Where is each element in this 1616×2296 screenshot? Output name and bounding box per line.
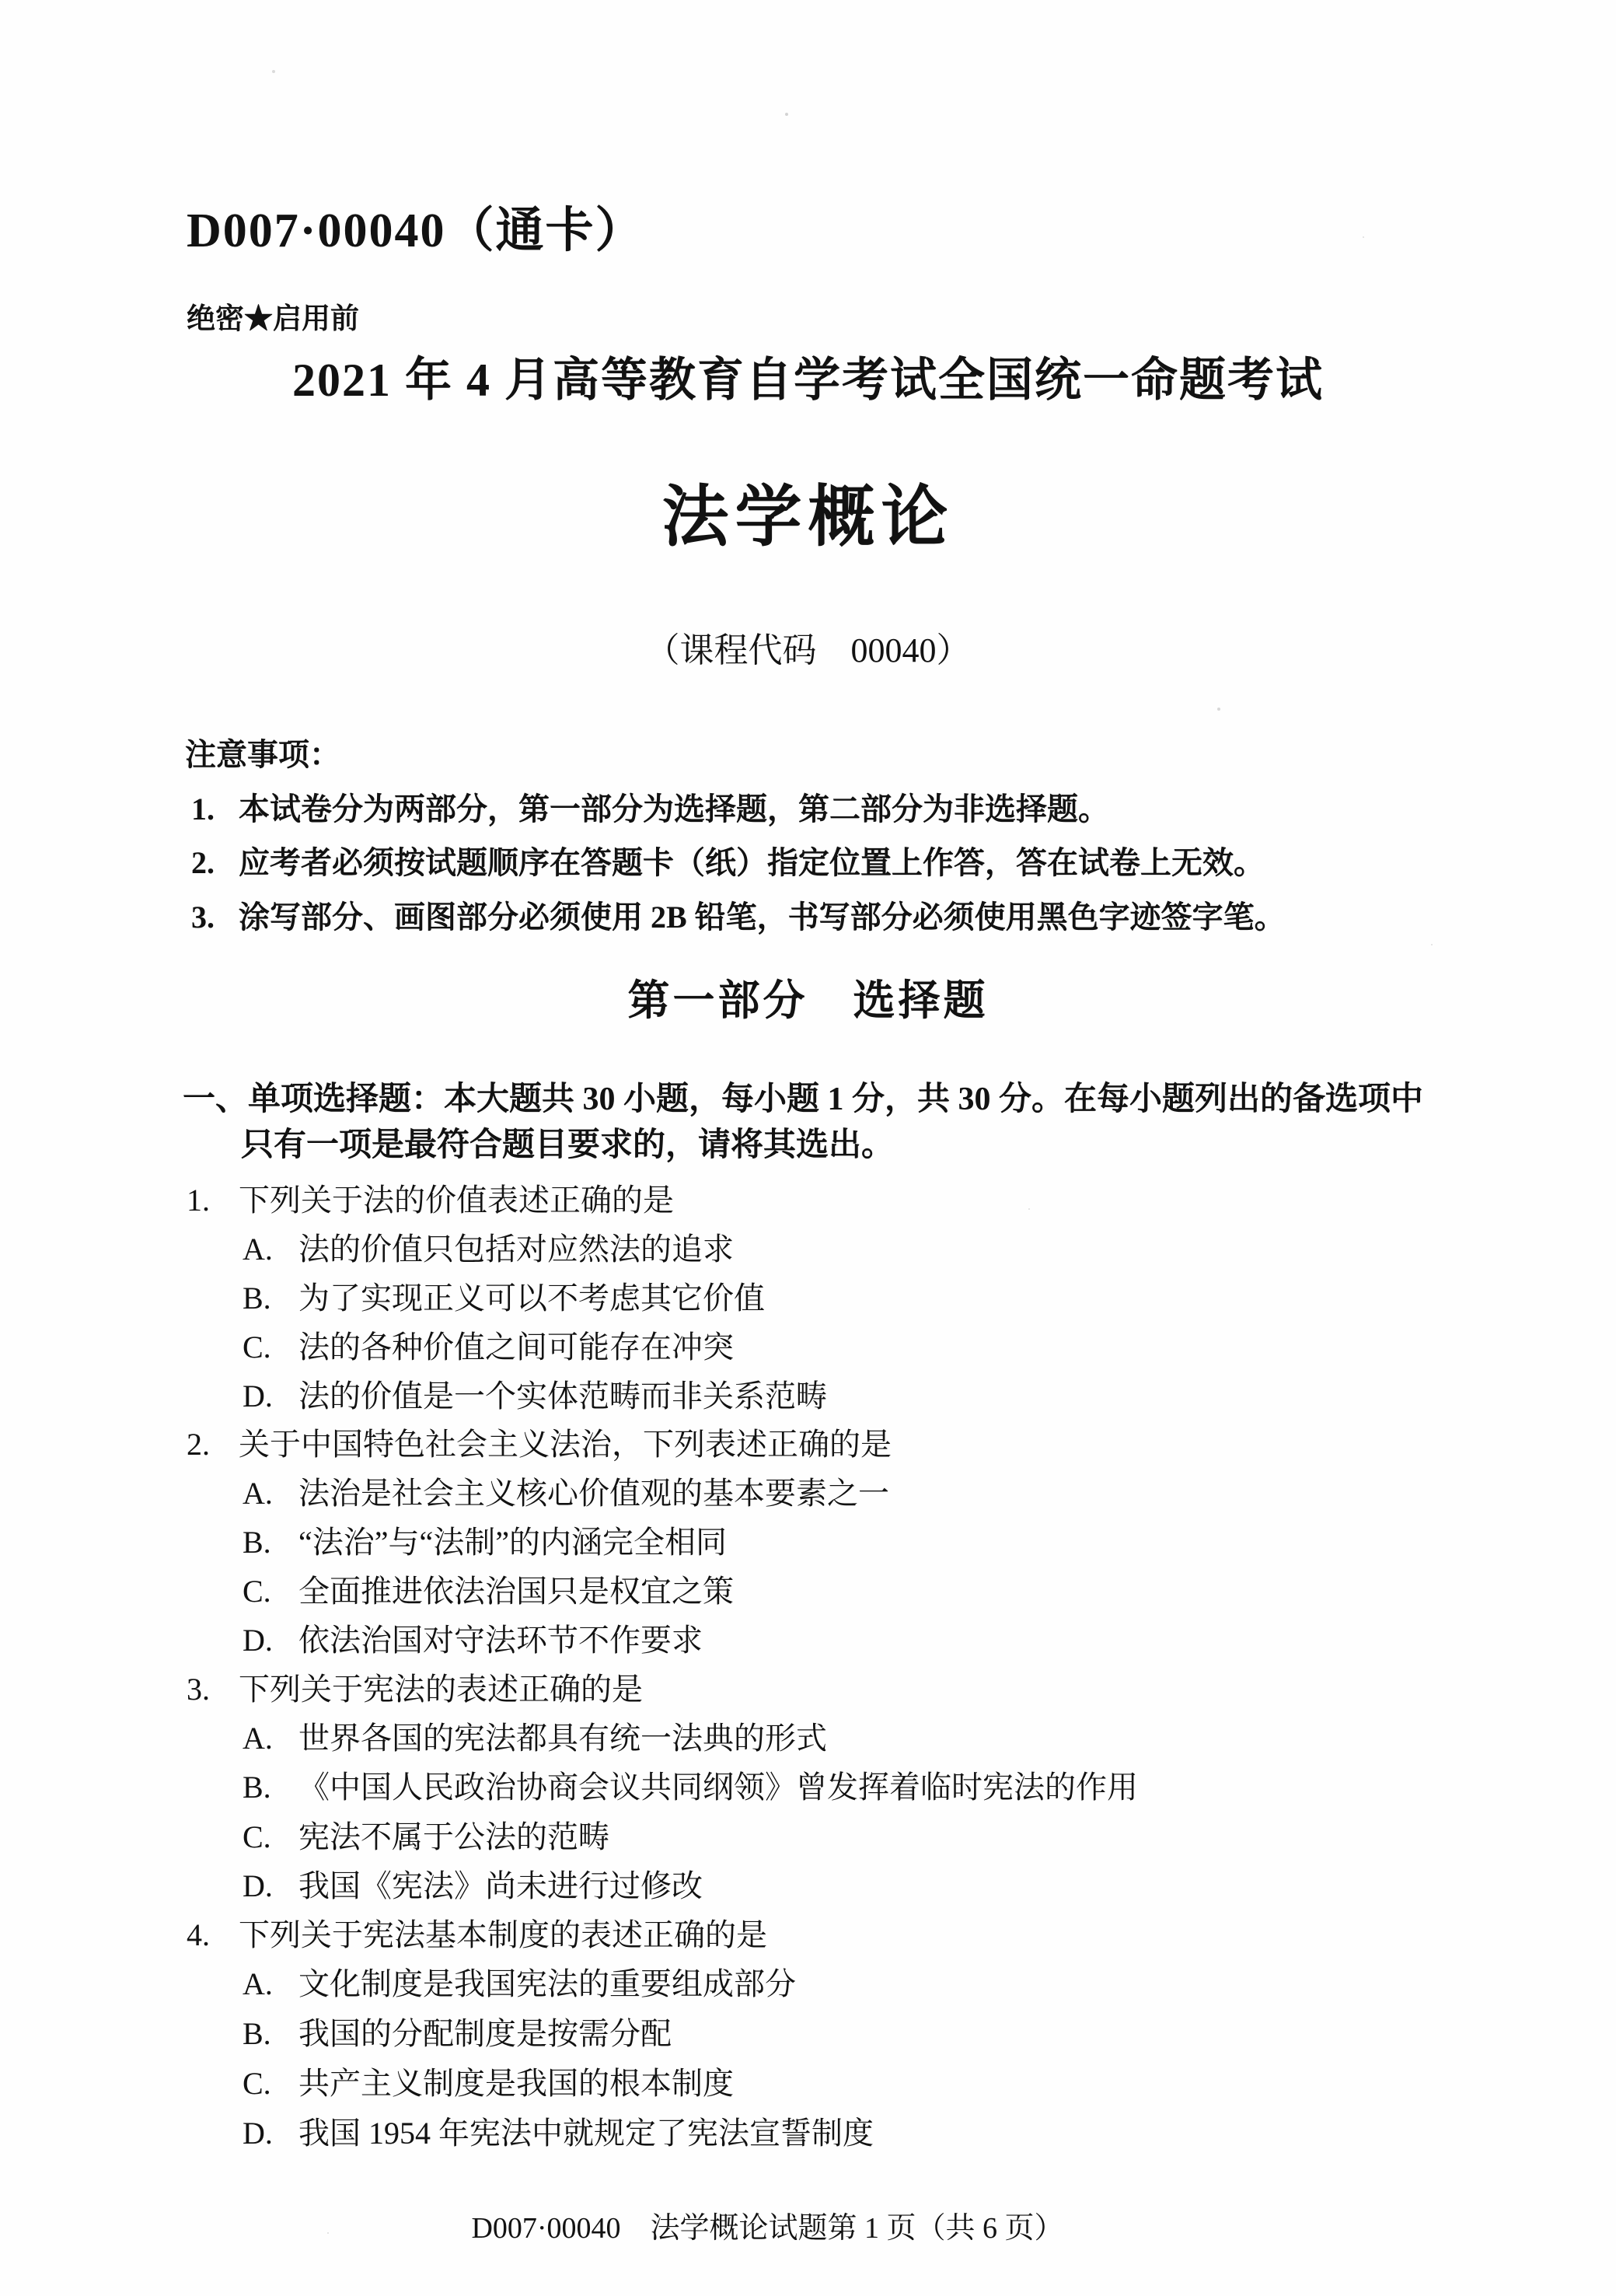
option-text: 我国 1954 年宪法中就规定了宪法宣誓制度 — [298, 2116, 874, 2151]
option-label-d: D. — [243, 2116, 273, 2151]
option-text: “法治”与“法制”的内涵完全相同 — [298, 1525, 728, 1560]
question-2-option-b — [243, 1525, 727, 1560]
note-1-text: 本试卷分为两部分，第一部分为选择题，第二部分为非选择题。 — [239, 792, 1109, 826]
option-text: 我国的分配制度是按需分配 — [298, 2016, 672, 2051]
question-2-option-a — [243, 1476, 889, 1511]
question-4-option-c — [243, 2066, 734, 2102]
option-text: 《中国人民政治协商会议共同纲领》曾发挥着临时宪法的作用 — [298, 1770, 1138, 1805]
question-1-option-d — [243, 1379, 827, 1414]
option-label-b: B. — [243, 1281, 271, 1316]
option-label-c: C. — [243, 1330, 271, 1365]
question-2-stem — [187, 1427, 892, 1463]
option-text: 法的价值只包括对应然法的追求 — [298, 1232, 734, 1267]
option-label-c: C. — [243, 1819, 271, 1854]
question-2-option-d — [243, 1623, 703, 1658]
question-3-option-a — [243, 1721, 827, 1756]
option-label-a: A. — [243, 1721, 273, 1756]
secrecy-label: 绝密★启用前 — [187, 303, 359, 335]
option-label-c: C. — [243, 1574, 271, 1609]
question-4-stem — [187, 1917, 767, 1953]
question-3-number: 3. — [187, 1672, 210, 1707]
question-3-stem — [187, 1672, 643, 1707]
option-text: 文化制度是我国宪法的重要组成部分 — [298, 1966, 796, 2001]
option-label-b: B. — [243, 2016, 271, 2051]
note-2-text: 应考者必须按试题顺序在答题卡（纸）指定位置上作答，答在试卷上无效。 — [239, 845, 1265, 880]
option-label-a: A. — [243, 1476, 273, 1511]
question-1-option-c — [243, 1330, 734, 1365]
mcq-instruction-line2: 只有一项是最符合题目要求的，请将其选出。 — [241, 1127, 895, 1163]
note-2-number: 2. — [191, 845, 215, 880]
question-4-option-a — [243, 1966, 796, 2002]
session-title: 2021 年 4 月高等教育自学考试全国统一命题考试 — [292, 355, 1324, 406]
option-label-d: D. — [243, 1379, 273, 1414]
question-3-option-b — [243, 1770, 1138, 1805]
section-number: 一、 — [183, 1082, 249, 1117]
mcq-instruction-text1: 单项选择题：本大题共 30 小题，每小题 1 分，共 30 分。在每小题列出的备选项中 — [248, 1082, 1424, 1117]
question-3-option-c — [243, 1819, 609, 1855]
question-4-text: 下列关于宪法基本制度的表述正确的是 — [239, 1917, 767, 1952]
course-code: （课程代码 00040） — [645, 631, 971, 669]
option-text: 共产主义制度是我国的根本制度 — [298, 2066, 734, 2101]
question-4-option-d — [243, 2116, 874, 2151]
option-text: 我国《宪法》尚未进行过修改 — [298, 1868, 703, 1903]
question-2-number: 2. — [187, 1427, 210, 1462]
question-3-text: 下列关于宪法的表述正确的是 — [239, 1672, 643, 1707]
note-3-number: 3. — [191, 900, 215, 935]
question-4-number: 4. — [187, 1917, 210, 1952]
option-label-d: D. — [243, 1868, 273, 1903]
option-label-a: A. — [243, 1966, 273, 2001]
paper-code: D007·00040（通卡） — [187, 204, 645, 257]
question-1-option-b — [243, 1281, 765, 1316]
option-text: 法治是社会主义核心价值观的基本要素之一 — [298, 1476, 889, 1511]
option-text: 全面推进依法治国只是权宜之策 — [298, 1574, 734, 1609]
note-3-text: 涂写部分、画图部分必须使用 2B 铅笔，书写部分必须使用黑色字迹签字笔。 — [239, 900, 1286, 935]
part-one-heading: 第一部分 选择题 — [627, 977, 989, 1024]
question-2-text: 关于中国特色社会主义法治，下列表述正确的是 — [239, 1427, 892, 1462]
question-1-number: 1. — [187, 1183, 210, 1218]
question-3-option-d — [243, 1868, 703, 1904]
question-1-option-a — [243, 1232, 734, 1267]
question-2-option-c — [243, 1574, 734, 1609]
option-text: 依法治国对守法环节不作要求 — [298, 1623, 703, 1658]
option-text: 宪法不属于公法的范畴 — [298, 1819, 609, 1854]
option-label-d: D. — [243, 1623, 273, 1658]
mcq-instruction-line1 — [183, 1081, 1423, 1118]
option-label-a: A. — [243, 1232, 273, 1267]
option-label-b: B. — [243, 1770, 271, 1805]
option-text: 法的价值是一个实体范畴而非关系范畴 — [298, 1379, 827, 1414]
question-1-stem — [187, 1183, 674, 1218]
note-item-2 — [191, 845, 1265, 881]
note-item-1 — [191, 792, 1109, 827]
option-text: 为了实现正义可以不考虑其它价值 — [298, 1281, 765, 1316]
option-text: 世界各国的宪法都具有统一法典的形式 — [298, 1721, 827, 1756]
notes-title: 注意事项： — [185, 737, 340, 772]
paper-title: 法学概论 — [661, 480, 955, 554]
note-item-3 — [191, 900, 1286, 935]
question-4-option-b — [243, 2016, 672, 2052]
scan-noise — [785, 113, 788, 116]
page-footer: D007·00040 法学概论试题第 1 页（共 6 页） — [471, 2212, 1064, 2245]
option-label-b: B. — [243, 1525, 271, 1560]
question-1-text: 下列关于法的价值表述正确的是 — [239, 1183, 674, 1218]
option-text: 法的各种价值之间可能存在冲突 — [298, 1330, 734, 1365]
note-1-number: 1. — [191, 792, 215, 826]
option-label-c: C. — [243, 2066, 271, 2101]
